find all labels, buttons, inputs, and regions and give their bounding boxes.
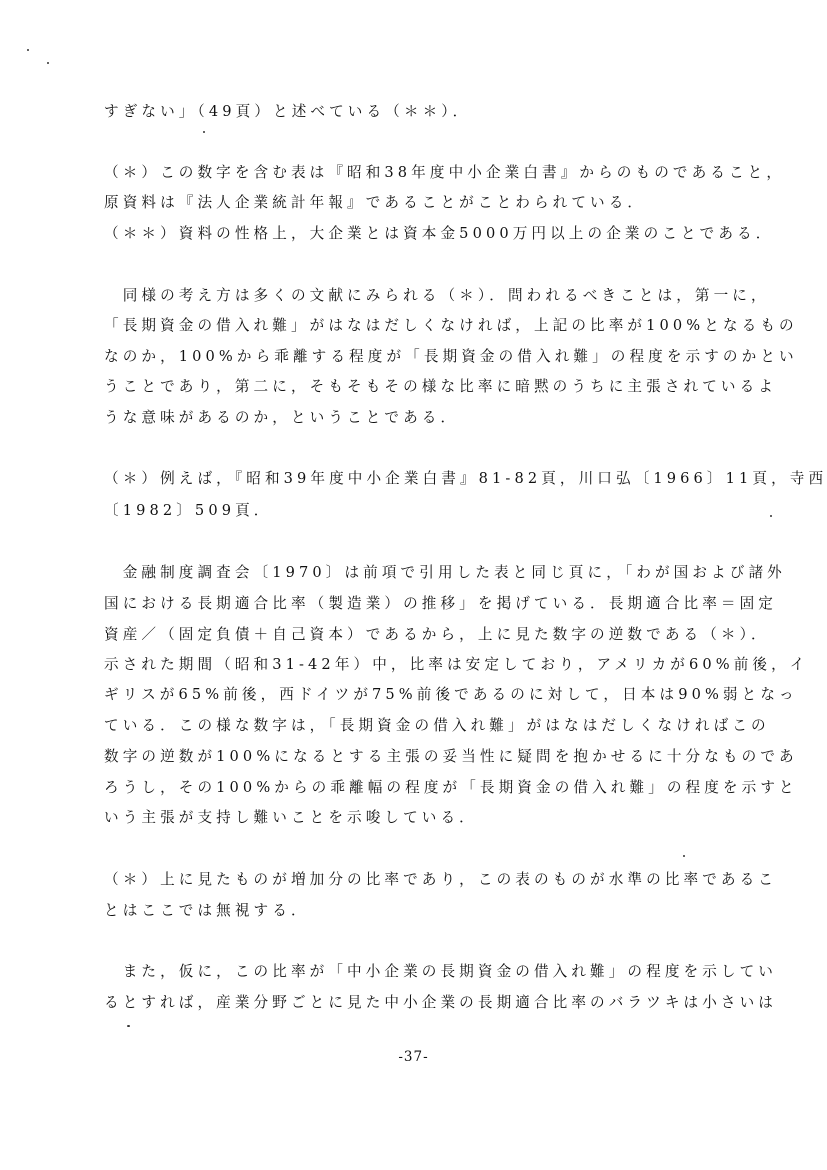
text-line: なのか，100%から乖離する程度が「長期資金の借入れ難」の程度を示すのかとい	[104, 348, 798, 365]
text-line: 同様の考え方は多くの文献にみられる（＊）．問われるべきことは，第一に，	[104, 287, 770, 304]
scan-speck	[683, 855, 685, 857]
text-line: 国における長期適合比率（製造業）の推移」を掲げている．長期適合比率＝固定	[104, 595, 777, 612]
text-line: ギリスが65%前後，西ドイツが75%前後であるのに対して，日本は90%弱となっ	[104, 686, 798, 703]
scan-speck	[127, 1025, 130, 1027]
text-line: うことであり，第二に，そもそもその様な比率に暗黙のうちに主張されているよ	[104, 378, 777, 395]
footnote-line: （＊）例えば，『昭和39年度中小企業白書』81-82頁，川口弘〔1966〕11頁，寺西	[104, 470, 827, 487]
footnote-line: （＊＊）資料の性格上，大企業とは資本金5000万円以上の企業のことである．	[104, 225, 775, 242]
text-line: ろうし，その100%からの乖離幅の程度が「長期資金の借入れ難」の程度を示すと	[104, 779, 798, 796]
text-line: うな意味があるのか，ということである．	[104, 409, 460, 426]
scan-speck	[203, 131, 205, 133]
text-line: 資産／（固定負債＋自己資本）であるから，上に見た数字の逆数である（＊）．	[104, 626, 770, 643]
footnote-line: （＊）この数字を含む表は『昭和38年度中小企業白書』からのものであること，	[104, 164, 786, 181]
page-number: -37-	[398, 1049, 429, 1065]
text-line: 示された期間（昭和31-42年）中，比率は安定しており，アメリカが60%前後，イ	[104, 656, 809, 673]
scan-speck	[27, 49, 29, 51]
text-line: すぎない」（49頁）と述べている（＊＊）．	[104, 103, 472, 120]
text-line: 「長期資金の借入れ難」がはなはだしくなければ，上記の比率が100%となるもの	[104, 317, 798, 334]
footnote-line: （＊）上に見たものが増加分の比率であり，この表のものが水準の比率であるこ	[104, 871, 777, 888]
text-line: ている．この様な数字は，「長期資金の借入れ難」がはなはだしくなければこの	[104, 717, 770, 734]
text-line: 金融制度調査会〔1970〕は前項で引用した表と同じ頁に，「わが国および諸外	[104, 564, 786, 581]
text-line: いう主張が支持し難いことを示唆している．	[104, 809, 478, 826]
footnote-line: 原資料は『法人企業統計年報』であることがことわられている．	[104, 194, 647, 211]
text-line: るとすれば，産業分野ごとに見た中小企業の長期適合比率のバラツキは小さいは	[104, 994, 777, 1011]
footnote-line: とはここでは無視する．	[104, 902, 310, 919]
scan-speck	[47, 62, 49, 64]
footnote-line: 〔1982〕509頁．	[104, 502, 273, 519]
text-line: また，仮に，この比率が「中小企業の長期資金の借入れ難」の程度を示してい	[104, 963, 777, 980]
text-line: 数字の逆数が100%になるとする主張の妥当性に疑問を抱かせるに十分なものであ	[104, 748, 798, 765]
scan-speck	[770, 515, 772, 517]
